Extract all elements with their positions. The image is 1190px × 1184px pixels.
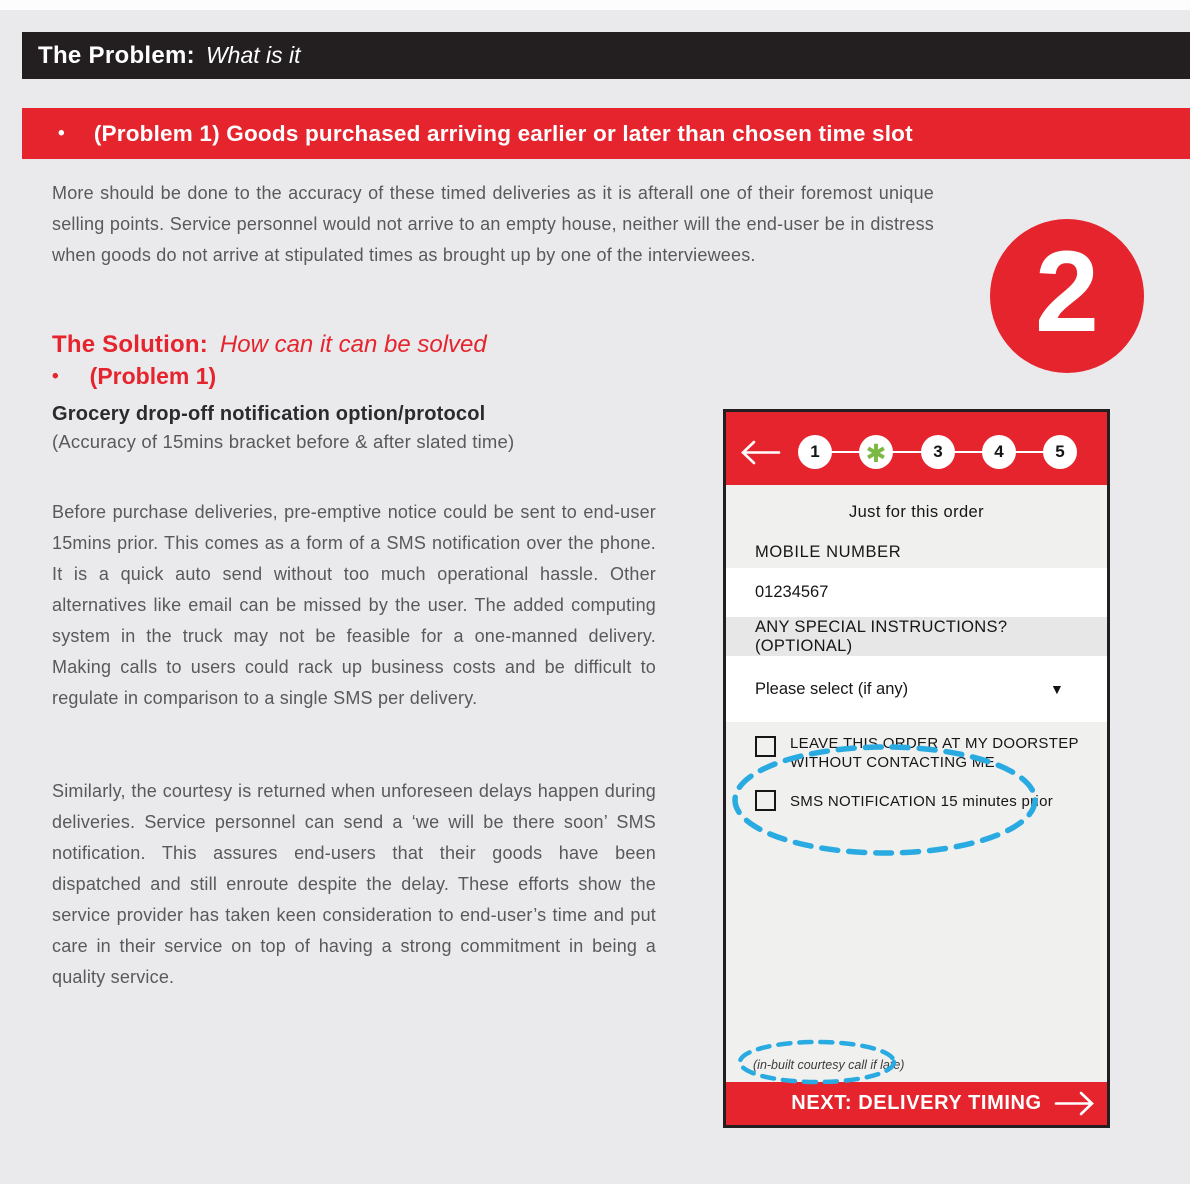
step-5[interactable]: 5 [1043,435,1077,469]
doorstep-label-line2: WITHOUT CONTACTING ME. [790,754,1000,771]
doorstep-checkbox[interactable] [755,736,776,757]
phone-header-bar [726,412,1107,485]
step-4[interactable]: 4 [982,435,1016,469]
paragraph-solution-1: Before purchase deliveries, pre-emptive notice could be sent to end-user 15mins prior. This comes as a form of a SMS notification over the phone. It is a quick auto send without too much operational hassle. Other alternatives like email can be missed by the user. The added computing system in the truck may not be feasible for a one-manned delivery. Making calls to users could rack up business costs and be difficult to regulate in comparison to a single SMS per delivery. [52,502,656,708]
special-instructions-label: ANY SPECIAL INSTRUCTIONS? (OPTIONAL) [726,617,1107,656]
right-arrow-icon [1051,1091,1095,1116]
paragraph-solution-2: Similarly, the courtesy is returned when unforeseen delays happen during deliveries. Service personnel can send a ‘we will be there soon’ SMS notification. This assures end-users that their goods have been dispatched and still enroute despite the delay. These efforts show the service provider has taken keen consideration to end-user’s time and put care in their service on top of having a strong commitment in being a quality service. [52,781,656,987]
solution-problem-label: (Problem 1) [89,363,217,389]
problem-banner-text: (Problem 1) Goods purchased arriving earlier or later than chosen time slot [93,120,913,146]
solution-note: (Accuracy of 15mins bracket before & after slated time) [52,431,515,452]
back-arrow-icon[interactable] [740,440,782,465]
next-delivery-timing-button[interactable] [726,1082,1107,1125]
special-instructions-select[interactable]: Please select (if any) [726,656,1107,722]
chevron-down-icon: ▼ [1050,681,1064,697]
mobile-number-label: MOBILE NUMBER [755,543,902,561]
courtesy-call-footnote: (in-built courtesy call if late) [753,1058,905,1072]
problem-banner [22,108,1190,159]
solution-header-bold: The Solution: [52,331,208,358]
phone-mockup [723,409,1110,1128]
problem-header-bar [22,32,1190,79]
sms-notification-checkbox[interactable] [755,790,776,811]
top-margin [0,0,1190,10]
doorstep-checkbox-label [790,734,1080,772]
doorstep-label-line1: LEAVE THIS ORDER AT MY DOORSTEP [790,735,1079,752]
solution-header [52,331,487,359]
solution-problem-bullet [52,363,216,390]
next-button-label: NEXT: DELIVERY TIMING [791,1092,1042,1114]
sms-notification-label: SMS NOTIFICATION 15 minutes prior [790,793,1054,810]
paragraph-problem: More should be done to the accuracy of these timed deliveries as it is afterall one of their foremost unique selling points. Service personnel would not arrive to an empty house, neither will the end-user be in distress when goods do not arrive at stipulated times as brought up by one of the interviewees. [52,183,934,265]
bullet-icon: • [58,122,65,144]
page-number-badge: 2 [990,219,1144,373]
solution-subtitle: Grocery drop-off notification option/protocol [52,403,486,425]
step-1[interactable]: 1 [798,435,832,469]
mobile-number-input[interactable]: 01234567 [726,568,1107,617]
problem-header-bold: The Problem: [38,41,195,69]
step-2-active-asterisk-icon[interactable]: ✱ [859,435,893,469]
problem-header-italic: What is it [205,42,301,68]
section-title: Just for this order [848,503,985,521]
solution-header-italic: How can it can be solved [219,331,487,358]
bullet-icon: • [52,365,59,387]
step-3[interactable]: 3 [921,435,955,469]
